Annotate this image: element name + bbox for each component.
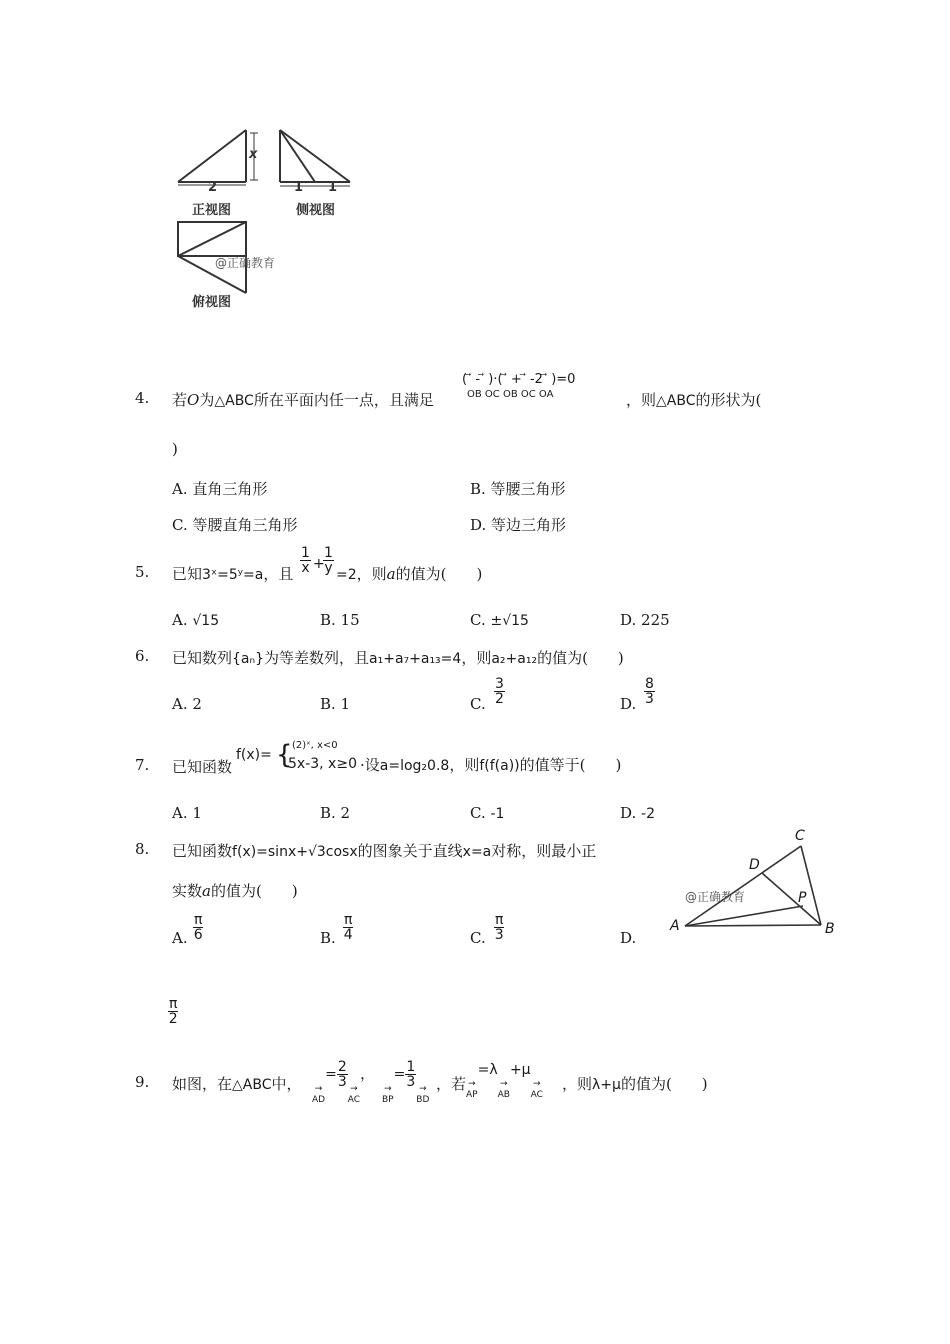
vector-bp: BP <box>382 1094 394 1105</box>
stem-text: 对称，则最小正 <box>491 842 597 860</box>
stem-text: ，则 <box>626 391 657 409</box>
question-number: 4. <box>135 389 150 407</box>
vertex-b-label: B <box>825 921 835 937</box>
function-name: f(x)= <box>236 747 272 763</box>
lambda-plus-mu: λ+μ <box>592 1077 621 1093</box>
piecewise-case-1: (2)ˣ, x<0 <box>292 740 338 751</box>
stem-text: 若 <box>172 391 188 409</box>
stem-text: ，则 <box>449 756 480 774</box>
stem-text: 为等差数列，且 <box>264 649 370 667</box>
three-view-figure <box>170 125 360 315</box>
target-expression: a₂+a₁₂ <box>491 651 538 667</box>
vector-bd: BD <box>416 1094 430 1105</box>
triangle-drawing <box>665 826 840 941</box>
stem-text: 所在平面内任一点，且满足 <box>253 391 434 409</box>
function-expression: f(x)=sinx+√3cosx <box>232 844 358 860</box>
option-c[interactable]: C. 等腰直角三角形 <box>172 516 298 534</box>
a-definition: a=log₂0.8 <box>379 758 450 774</box>
side-view-caption: 侧视图 <box>296 203 336 218</box>
stem-text: ，则 <box>356 565 387 583</box>
question-number: 6. <box>135 647 150 665</box>
top-view-caption: 俯视图 <box>192 295 232 310</box>
watermark: @正确教育 <box>215 256 276 270</box>
question-number: 9. <box>135 1073 150 1091</box>
stem-text: 中， <box>271 1075 302 1093</box>
option-a[interactable]: A. <box>172 929 188 947</box>
option-d[interactable]: D. 等边三角形 <box>470 516 567 534</box>
side-width-label-2: 1 <box>328 180 338 195</box>
side-width-label-1: 1 <box>294 180 304 195</box>
option-b[interactable]: B. 等腰三角形 <box>470 480 566 498</box>
fraction-2-3: $\frac{2}{3}$ <box>337 1059 347 1090</box>
side-view <box>280 130 350 186</box>
vertex-c-label: C <box>795 828 805 844</box>
three-view-drawing <box>170 125 360 315</box>
stem-text: 的值为( ) <box>537 649 624 667</box>
triangle-abc: △ABC <box>232 1077 272 1093</box>
stem-text: ·设 <box>360 756 380 774</box>
option-d-fraction: $\frac{\pi}{2}$ <box>168 996 178 1027</box>
equation: 3ˣ=5ʸ=a <box>202 567 264 583</box>
variable-a: a <box>386 565 396 583</box>
option-a[interactable]: A. 直角三角形 <box>172 480 268 498</box>
stem-text: ，若 <box>436 1075 467 1093</box>
point-p-label: P <box>798 890 807 906</box>
fraction-1-over-y: $\frac{1}{y}$ <box>324 545 333 576</box>
question-stem <box>172 389 434 410</box>
option-d[interactable]: D. 225 <box>620 611 670 629</box>
question-number: 7. <box>135 756 150 774</box>
triangle-figure <box>665 826 840 941</box>
sequence: {aₙ} <box>232 651 264 667</box>
triangle-abc: △ABC <box>214 393 254 409</box>
stem-text: ，则 <box>461 649 492 667</box>
stem-text: 已知函数 <box>172 758 233 776</box>
stem-text: 的值等于( ) <box>519 756 622 774</box>
condition: a₁+a₇+a₁₃=4 <box>369 651 462 667</box>
option-c-fraction: $\frac{3}{2}$ <box>495 676 504 707</box>
option-c[interactable]: C. <box>470 929 486 947</box>
fraction-1-3: $\frac{1}{3}$ <box>406 1059 416 1090</box>
option-b[interactable]: B. <box>320 929 336 947</box>
front-view-caption: 正视图 <box>192 203 232 218</box>
stem-text: 已知函数 <box>172 842 233 860</box>
plus-sign: + <box>313 556 325 572</box>
piecewise-case-2: 5x-3, x≥0 <box>288 756 357 772</box>
question-number: 8. <box>135 840 150 858</box>
answer-paren-close: ) <box>172 440 178 458</box>
line-expression: x=a <box>462 844 492 860</box>
point-o: O <box>187 391 200 409</box>
vector-expression: ( ⃗ - ⃗ )·( ⃗ + ⃗ -2 ⃗ )=0 <box>462 372 576 387</box>
option-c[interactable]: C. <box>470 695 486 713</box>
vertex-a-label: A <box>670 918 680 934</box>
stem-text: 的图象关于直线 <box>357 842 463 860</box>
vector-ac: AC <box>347 1094 361 1105</box>
vector-equation-2: → BP = $\frac{1}{3}$ → BD <box>382 1059 430 1105</box>
option-b-fraction: $\frac{\pi}{4}$ <box>343 912 353 943</box>
option-c[interactable]: C. -1 <box>470 804 505 822</box>
option-d[interactable]: D. -2 <box>620 804 656 822</box>
composite-function: f(f(a)) <box>479 758 520 774</box>
option-b[interactable]: B. 2 <box>320 804 351 822</box>
stem-text: 的值为( ) <box>395 565 483 583</box>
front-x-label: x <box>249 147 258 162</box>
vector-ad: AD <box>312 1094 326 1105</box>
stem-text: ，且 <box>263 565 294 583</box>
fraction-1-over-x: $\frac{1}{x}$ <box>301 545 310 576</box>
stem-text: 实数 <box>172 882 203 900</box>
stem-text: 的值为( ) <box>620 1075 708 1093</box>
variable-a: a <box>202 882 211 900</box>
vector-equation-3: → AP =λ→ AB +μ→ AC <box>466 1062 543 1100</box>
option-b[interactable]: B. 1 <box>320 695 351 713</box>
vector-ap: AP <box>466 1090 478 1100</box>
point-d-label: D <box>749 857 760 873</box>
vector-ab: AB <box>497 1090 510 1100</box>
option-b[interactable]: B. 15 <box>320 611 360 629</box>
option-d[interactable]: D. <box>620 695 637 713</box>
stem-text: 的值为( ) <box>210 882 298 900</box>
stem-text: 的形状为( <box>695 391 762 409</box>
stem-text: 已知数列 <box>172 649 233 667</box>
option-c[interactable]: C. ±√15 <box>470 611 529 629</box>
option-a[interactable]: A. 1 <box>172 804 202 822</box>
stem-text: 如图，在 <box>172 1075 233 1093</box>
option-a-fraction: $\frac{\pi}{6}$ <box>193 912 203 943</box>
piecewise-brace: { <box>276 740 293 770</box>
option-a[interactable]: A. 2 <box>172 695 202 713</box>
question-number: 5. <box>135 563 150 581</box>
vector-subscripts: OB OC OB OC OA <box>467 389 554 400</box>
front-width-label: 2 <box>208 180 218 195</box>
vector-equation-1: → AD = $\frac{2}{3}$ → AC ， <box>312 1059 376 1105</box>
stem-text: 为 <box>199 391 215 409</box>
triangle-abc: △ABC <box>656 393 696 409</box>
option-a[interactable]: A. √15 <box>172 611 220 629</box>
front-view <box>178 130 258 185</box>
watermark: @正确教育 <box>685 890 746 904</box>
option-d-fraction: $\frac{8}{3}$ <box>645 676 654 707</box>
stem-text: 已知 <box>172 565 203 583</box>
option-c-fraction: $\frac{\pi}{3}$ <box>494 912 504 943</box>
vector-ac: AC <box>530 1090 543 1100</box>
option-d[interactable]: D. <box>620 929 637 947</box>
equation: =2 <box>336 567 357 583</box>
stem-text: ，则 <box>562 1075 593 1093</box>
